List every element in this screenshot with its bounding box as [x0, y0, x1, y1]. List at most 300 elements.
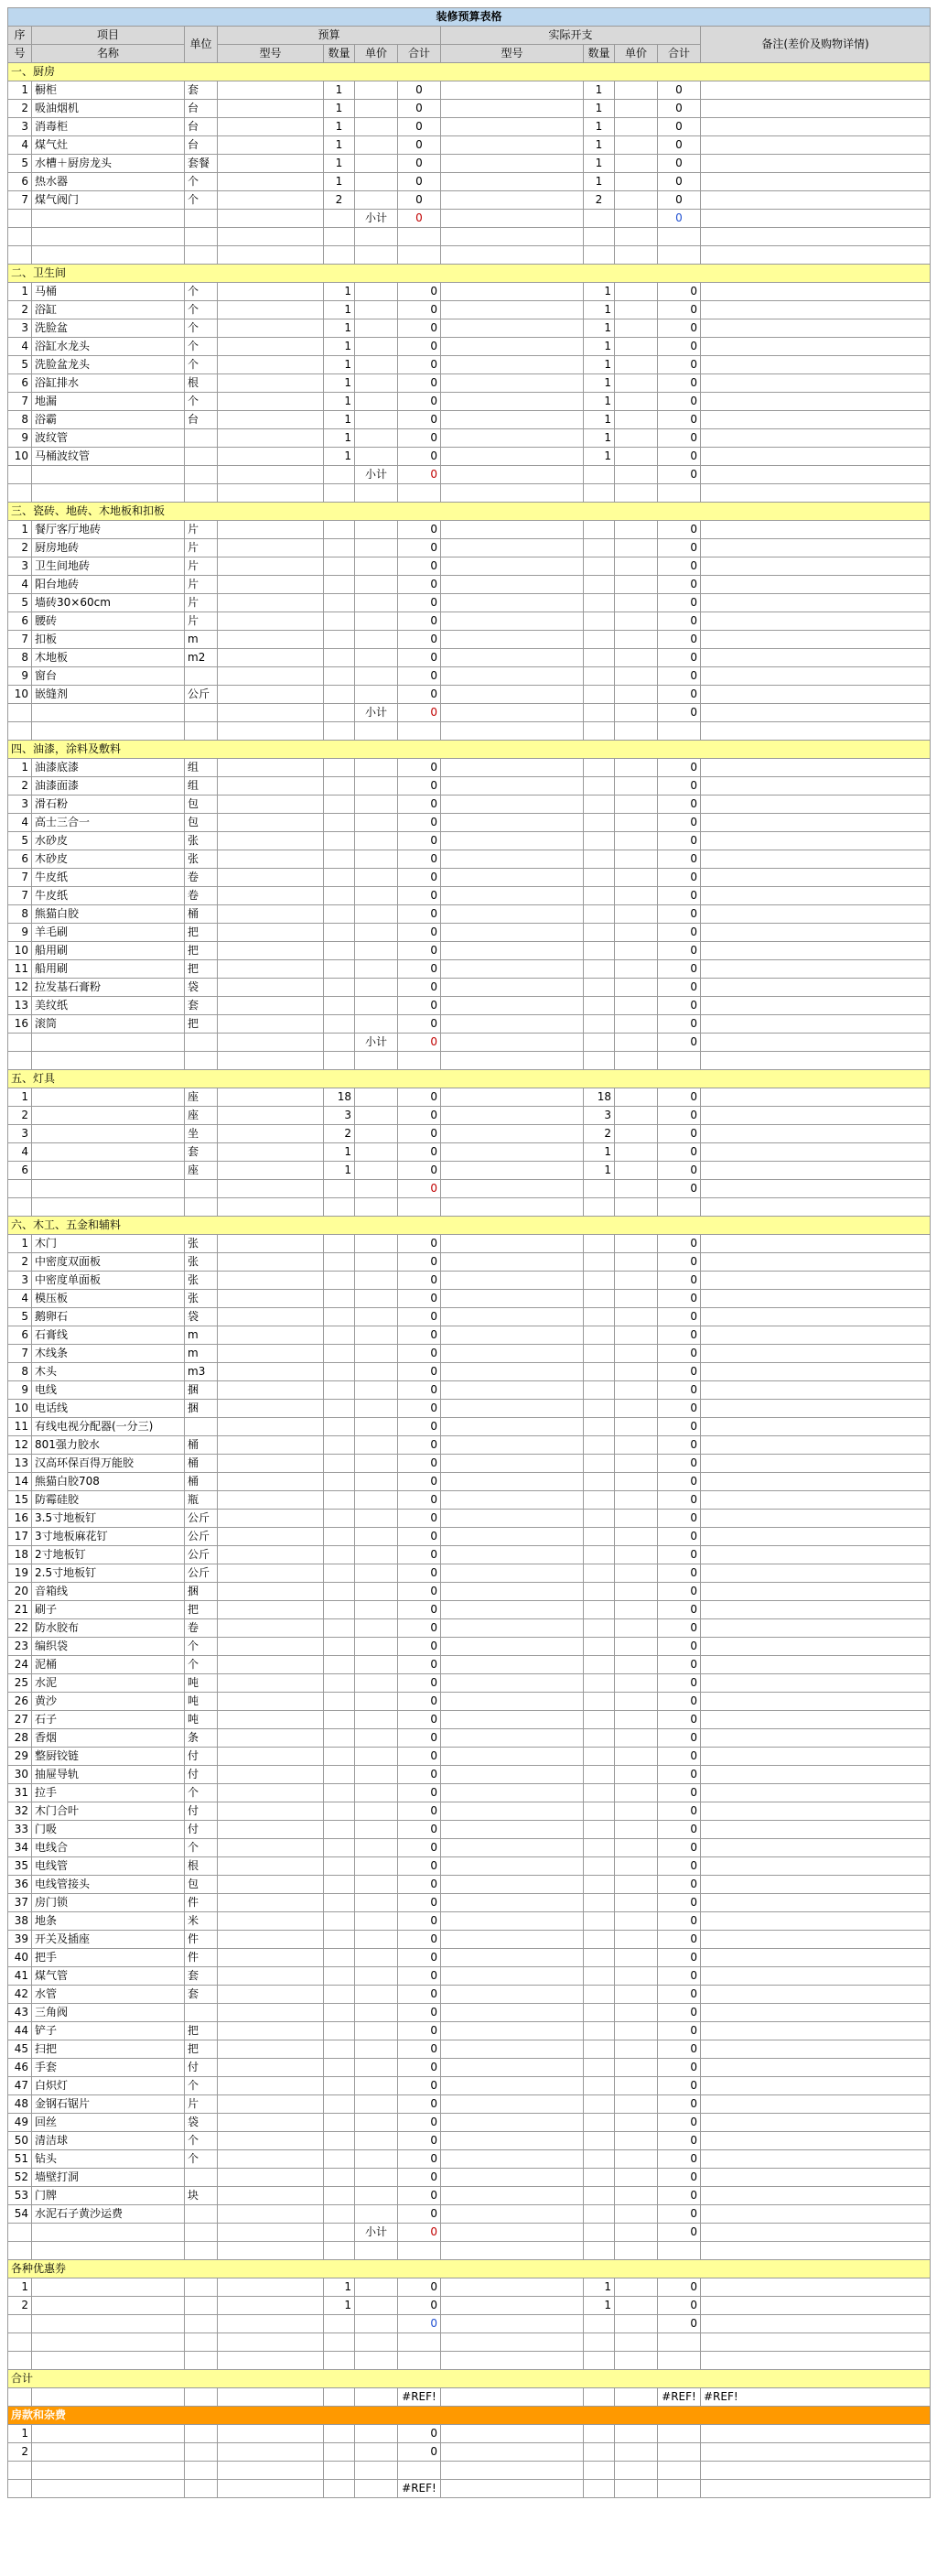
item-name[interactable]: 水管 [32, 1986, 185, 2004]
actual-model[interactable] [441, 2150, 584, 2169]
actual-model[interactable] [441, 777, 584, 796]
row-number[interactable]: 23 [8, 1638, 32, 1656]
note-cell[interactable] [701, 1546, 931, 1564]
actual-total[interactable]: 0 [658, 1674, 701, 1693]
empty-cell[interactable] [8, 2462, 32, 2480]
row-number[interactable]: 4 [8, 576, 32, 594]
item-unit[interactable]: 卷 [185, 1619, 218, 1638]
note-cell[interactable] [701, 1876, 931, 1894]
subtotal-label[interactable]: 小计 [355, 466, 398, 484]
section-title[interactable]: 六、木工、五金和辅料 [8, 1217, 324, 1235]
actual-price[interactable] [615, 1912, 658, 1931]
budget-price[interactable] [355, 338, 398, 356]
item-unit[interactable]: 包 [185, 1876, 218, 1894]
actual-qty[interactable]: 1 [584, 448, 615, 466]
item-name[interactable]: 电线管接头 [32, 1876, 185, 1894]
actual-model[interactable] [441, 1748, 584, 1766]
budget-price[interactable] [355, 1491, 398, 1510]
item-name[interactable]: 有线电视分配器(一分三) [32, 1418, 185, 1436]
budget-qty[interactable] [324, 1583, 355, 1601]
actual-price[interactable] [615, 374, 658, 393]
actual-qty[interactable] [584, 1802, 615, 1821]
budget-qty[interactable] [324, 1894, 355, 1912]
budget-model[interactable] [218, 850, 324, 869]
actual-total[interactable]: 0 [658, 283, 701, 301]
item-unit[interactable]: 张 [185, 1272, 218, 1290]
budget-price[interactable] [355, 1162, 398, 1180]
actual-qty[interactable] [584, 1674, 615, 1693]
item-unit[interactable]: 包 [185, 796, 218, 814]
budget-total[interactable]: 0 [398, 1802, 441, 1821]
budget-price[interactable] [355, 1546, 398, 1564]
budget-qty[interactable] [324, 1308, 355, 1326]
budget-qty[interactable] [324, 997, 355, 1015]
actual-total[interactable]: 0 [658, 1711, 701, 1729]
note-cell[interactable] [701, 411, 931, 429]
budget-total[interactable]: 0 [398, 2004, 441, 2022]
note-cell[interactable] [701, 1143, 931, 1162]
budget-price[interactable] [355, 374, 398, 393]
empty-cell[interactable] [324, 1052, 355, 1070]
row-number[interactable]: 9 [8, 429, 32, 448]
budget-qty[interactable] [324, 2040, 355, 2059]
section-title[interactable]: 五、灯具 [8, 1070, 324, 1088]
actual-qty[interactable] [584, 1473, 615, 1491]
actual-model[interactable] [441, 1693, 584, 1711]
actual-total[interactable]: 0 [658, 2205, 701, 2224]
actual-total[interactable]: 0 [658, 777, 701, 796]
actual-model[interactable] [441, 411, 584, 429]
budget-model[interactable] [218, 136, 324, 155]
budget-price[interactable] [355, 1656, 398, 1674]
budget-price[interactable] [355, 173, 398, 191]
empty-cell[interactable] [185, 2352, 218, 2370]
row-number[interactable]: 22 [8, 1619, 32, 1638]
budget-total[interactable]: 0 [398, 283, 441, 301]
empty-cell[interactable] [615, 484, 658, 503]
budget-qty[interactable] [324, 2077, 355, 2095]
note-cell[interactable] [701, 319, 931, 338]
budget-price[interactable] [355, 1125, 398, 1143]
actual-qty[interactable]: 1 [584, 338, 615, 356]
empty-cell[interactable] [658, 1052, 701, 1070]
budget-price[interactable] [355, 155, 398, 173]
actual-price[interactable] [615, 814, 658, 832]
actual-total[interactable]: 0 [658, 100, 701, 118]
item-name[interactable]: 浴缸水龙头 [32, 338, 185, 356]
budget-price[interactable] [355, 1510, 398, 1528]
empty-cell[interactable] [658, 2425, 701, 2443]
actual-price[interactable] [615, 411, 658, 429]
empty-cell[interactable] [658, 2443, 701, 2462]
item-unit[interactable] [185, 2004, 218, 2022]
item-name[interactable]: 墙砖30×60cm [32, 594, 185, 612]
budget-total[interactable]: 0 [398, 301, 441, 319]
actual-qty[interactable] [584, 1839, 615, 1857]
item-unit[interactable]: 个 [185, 319, 218, 338]
row-number[interactable]: 12 [8, 1436, 32, 1455]
actual-total[interactable]: 0 [658, 136, 701, 155]
budget-model[interactable] [218, 997, 324, 1015]
empty-cell[interactable] [185, 1052, 218, 1070]
actual-qty[interactable] [584, 1345, 615, 1363]
budget-total[interactable]: 0 [398, 832, 441, 850]
budget-price[interactable] [355, 2040, 398, 2059]
section-header-fill[interactable] [324, 63, 931, 81]
budget-price[interactable] [355, 997, 398, 1015]
budget-total[interactable]: 0 [398, 393, 441, 411]
section-header-fill[interactable] [324, 2260, 931, 2278]
actual-price[interactable] [615, 1638, 658, 1656]
item-unit[interactable]: 个 [185, 1784, 218, 1802]
section-title[interactable]: 二、卫生间 [8, 265, 324, 283]
row-number[interactable]: 8 [8, 411, 32, 429]
budget-model[interactable] [218, 1656, 324, 1674]
row-number[interactable]: 7 [8, 1345, 32, 1363]
note-cell[interactable] [701, 979, 931, 997]
item-name[interactable]: 洗脸盆 [32, 319, 185, 338]
actual-total[interactable]: 0 [658, 960, 701, 979]
empty-cell[interactable] [324, 2242, 355, 2260]
item-unit[interactable] [185, 1418, 218, 1436]
item-name[interactable]: 门牌 [32, 2187, 185, 2205]
budget-model[interactable] [218, 521, 324, 539]
empty-cell[interactable] [32, 2352, 185, 2370]
actual-price[interactable] [615, 1967, 658, 1986]
actual-total[interactable]: 0 [658, 1088, 701, 1107]
budget-model[interactable] [218, 1308, 324, 1326]
empty-cell[interactable] [218, 246, 324, 265]
budget-model[interactable] [218, 1510, 324, 1528]
empty-cell[interactable] [584, 466, 615, 484]
budget-price[interactable] [355, 924, 398, 942]
section-title[interactable]: 四、油漆，涂料及敷料 [8, 741, 324, 759]
empty-cell[interactable] [8, 2388, 32, 2407]
actual-total[interactable]: 0 [658, 576, 701, 594]
item-unit[interactable]: 块 [185, 2187, 218, 2205]
note-cell[interactable] [701, 1802, 931, 1821]
actual-total[interactable]: 0 [658, 1894, 701, 1912]
actual-total[interactable]: 0 [658, 1253, 701, 1272]
budget-model[interactable] [218, 1748, 324, 1766]
actual-total[interactable]: 0 [658, 796, 701, 814]
note-cell[interactable] [701, 887, 931, 905]
actual-total[interactable]: 0 [658, 1326, 701, 1345]
budget-price[interactable] [355, 136, 398, 155]
empty-cell[interactable] [8, 2352, 32, 2370]
item-name[interactable] [32, 2297, 185, 2315]
actual-model[interactable] [441, 1857, 584, 1876]
empty-cell[interactable] [355, 2443, 398, 2462]
actual-model[interactable] [441, 2205, 584, 2224]
item-unit[interactable]: 个 [185, 1656, 218, 1674]
actual-price[interactable] [615, 1143, 658, 1162]
actual-qty[interactable] [584, 924, 615, 942]
actual-total[interactable]: 0 [658, 2169, 701, 2187]
empty-cell[interactable] [355, 484, 398, 503]
empty-cell[interactable] [615, 722, 658, 741]
budget-price[interactable] [355, 356, 398, 374]
actual-price[interactable] [615, 2059, 658, 2077]
row-number[interactable]: 32 [8, 1802, 32, 1821]
budget-qty[interactable]: 1 [324, 393, 355, 411]
actual-total[interactable]: 0 [658, 1418, 701, 1436]
item-name[interactable]: 房门锁 [32, 1894, 185, 1912]
actual-price[interactable] [615, 1619, 658, 1638]
empty-cell[interactable] [584, 210, 615, 228]
actual-total[interactable]: 0 [658, 557, 701, 576]
actual-price[interactable] [615, 1455, 658, 1473]
row-number[interactable]: 6 [8, 374, 32, 393]
budget-qty[interactable] [324, 960, 355, 979]
actual-model[interactable] [441, 1162, 584, 1180]
item-name[interactable]: 阳台地砖 [32, 576, 185, 594]
actual-total[interactable]: 0 [658, 1400, 701, 1418]
empty-cell[interactable] [324, 2315, 355, 2333]
empty-cell[interactable] [218, 2480, 324, 2498]
budget-total[interactable]: 0 [398, 1949, 441, 1967]
budget-price[interactable] [355, 81, 398, 100]
actual-model[interactable] [441, 2114, 584, 2132]
actual-price[interactable] [615, 887, 658, 905]
budget-total[interactable]: 0 [398, 1418, 441, 1436]
item-unit[interactable]: 个 [185, 1839, 218, 1857]
row-number[interactable]: 2 [8, 301, 32, 319]
actual-price[interactable] [615, 1088, 658, 1107]
item-name[interactable]: 音箱线 [32, 1583, 185, 1601]
item-name[interactable]: 电线管 [32, 1857, 185, 1876]
budget-qty[interactable] [324, 521, 355, 539]
actual-qty[interactable] [584, 612, 615, 631]
actual-total[interactable]: 0 [658, 539, 701, 557]
budget-qty[interactable]: 1 [324, 301, 355, 319]
actual-model[interactable] [441, 448, 584, 466]
budget-price[interactable] [355, 557, 398, 576]
actual-total[interactable]: 0 [658, 1107, 701, 1125]
note-cell[interactable] [701, 1125, 931, 1143]
actual-model[interactable] [441, 1308, 584, 1326]
item-name[interactable]: 抽屉导轨 [32, 1766, 185, 1784]
row-number[interactable]: 3 [8, 796, 32, 814]
actual-qty[interactable] [584, 1638, 615, 1656]
actual-model[interactable] [441, 814, 584, 832]
note-cell[interactable] [701, 283, 931, 301]
section-title[interactable]: 三、瓷砖、地砖、木地板和扣板 [8, 503, 324, 521]
row-number[interactable]: 50 [8, 2132, 32, 2150]
empty-cell[interactable] [218, 2242, 324, 2260]
empty-cell[interactable] [355, 2462, 398, 2480]
actual-total[interactable]: 0 [658, 1821, 701, 1839]
actual-model[interactable] [441, 539, 584, 557]
actual-price[interactable] [615, 1400, 658, 1418]
empty-cell[interactable] [218, 210, 324, 228]
budget-qty[interactable] [324, 2205, 355, 2224]
item-name[interactable] [32, 2278, 185, 2297]
empty-cell[interactable] [701, 246, 931, 265]
note-cell[interactable] [701, 338, 931, 356]
row-number[interactable]: 42 [8, 1986, 32, 2004]
actual-qty[interactable] [584, 2040, 615, 2059]
item-unit[interactable]: 片 [185, 539, 218, 557]
actual-price[interactable] [615, 686, 658, 704]
empty-cell[interactable] [615, 210, 658, 228]
note-cell[interactable] [701, 1711, 931, 1729]
actual-price[interactable] [615, 631, 658, 649]
row-number[interactable]: 17 [8, 1528, 32, 1546]
empty-cell[interactable] [441, 2224, 584, 2242]
subtotal-budget-total[interactable]: 0 [398, 210, 441, 228]
actual-total[interactable]: 0 [658, 2077, 701, 2095]
actual-qty[interactable] [584, 1931, 615, 1949]
budget-price[interactable] [355, 905, 398, 924]
budget-qty[interactable] [324, 1564, 355, 1583]
empty-cell[interactable] [398, 2462, 441, 2480]
note-cell[interactable] [701, 1693, 931, 1711]
actual-qty[interactable] [584, 1821, 615, 1839]
item-unit[interactable]: 瓶 [185, 1491, 218, 1510]
actual-qty[interactable] [584, 1510, 615, 1528]
actual-price[interactable] [615, 1986, 658, 2004]
item-unit[interactable]: 公斤 [185, 1564, 218, 1583]
note-cell[interactable] [701, 1674, 931, 1693]
budget-qty[interactable] [324, 2169, 355, 2187]
item-name[interactable]: 消毒柜 [32, 118, 185, 136]
item-unit[interactable]: 座 [185, 1088, 218, 1107]
budget-price[interactable] [355, 2077, 398, 2095]
budget-total[interactable]: 0 [398, 905, 441, 924]
actual-qty[interactable] [584, 521, 615, 539]
actual-total[interactable]: 0 [658, 649, 701, 667]
actual-price[interactable] [615, 429, 658, 448]
actual-total[interactable]: 0 [658, 155, 701, 173]
budget-total[interactable]: 0 [398, 1235, 441, 1253]
subtotal-actual-total[interactable]: 0 [658, 2224, 701, 2242]
section-title[interactable]: 一、厨房 [8, 63, 324, 81]
budget-qty[interactable]: 1 [324, 81, 355, 100]
budget-model[interactable] [218, 1400, 324, 1418]
actual-model[interactable] [441, 1802, 584, 1821]
actual-total[interactable]: 0 [658, 1381, 701, 1400]
empty-cell[interactable] [701, 484, 931, 503]
item-name[interactable]: 木线条 [32, 1345, 185, 1363]
budget-price[interactable] [355, 2169, 398, 2187]
actual-model[interactable] [441, 2059, 584, 2077]
budget-total[interactable]: 0 [398, 796, 441, 814]
actual-model[interactable] [441, 136, 584, 155]
budget-qty[interactable]: 1 [324, 448, 355, 466]
item-unit[interactable]: 件 [185, 1931, 218, 1949]
item-unit[interactable]: 片 [185, 521, 218, 539]
empty-cell[interactable] [658, 2352, 701, 2370]
empty-cell[interactable] [441, 228, 584, 246]
item-name[interactable]: 厨房地砖 [32, 539, 185, 557]
item-name[interactable]: 防水胶布 [32, 1619, 185, 1638]
empty-cell[interactable] [701, 2242, 931, 2260]
note-cell[interactable] [701, 1436, 931, 1455]
budget-total[interactable]: 0 [398, 1711, 441, 1729]
budget-qty[interactable] [324, 887, 355, 905]
budget-total[interactable]: 0 [398, 191, 441, 210]
section-header-fill[interactable] [324, 1070, 931, 1088]
actual-qty[interactable] [584, 1986, 615, 2004]
budget-total[interactable]: 0 [398, 960, 441, 979]
actual-price[interactable] [615, 1436, 658, 1455]
actual-qty[interactable] [584, 1693, 615, 1711]
note-cell[interactable] [701, 2224, 931, 2242]
actual-model[interactable] [441, 1436, 584, 1455]
row-number[interactable]: 6 [8, 1326, 32, 1345]
empty-cell[interactable] [324, 2462, 355, 2480]
actual-total[interactable]: 0 [658, 1290, 701, 1308]
item-name[interactable]: 整厨铰链 [32, 1748, 185, 1766]
budget-price[interactable] [355, 283, 398, 301]
item-name[interactable]: 电话线 [32, 1400, 185, 1418]
empty-cell[interactable] [441, 704, 584, 722]
empty-cell[interactable] [355, 2480, 398, 2498]
note-cell[interactable] [701, 2297, 931, 2315]
note-cell[interactable] [701, 1528, 931, 1546]
budget-qty[interactable]: 3 [324, 1107, 355, 1125]
note-cell[interactable] [701, 2205, 931, 2224]
item-name[interactable]: 滚筒 [32, 1015, 185, 1034]
actual-price[interactable] [615, 1693, 658, 1711]
item-name[interactable]: 嵌缝剂 [32, 686, 185, 704]
actual-model[interactable] [441, 319, 584, 338]
budget-qty[interactable] [324, 1510, 355, 1528]
item-name[interactable]: 开关及插座 [32, 1931, 185, 1949]
budget-model[interactable] [218, 1015, 324, 1034]
note-cell[interactable] [701, 2315, 931, 2333]
item-unit[interactable]: 根 [185, 374, 218, 393]
empty-cell[interactable] [615, 2242, 658, 2260]
empty-cell[interactable] [658, 484, 701, 503]
note-cell[interactable] [701, 1363, 931, 1381]
item-name[interactable]: 水槽＋厨房龙头 [32, 155, 185, 173]
actual-total[interactable]: 0 [658, 393, 701, 411]
note-cell[interactable] [701, 81, 931, 100]
note-cell[interactable] [701, 997, 931, 1015]
budget-total[interactable]: 0 [398, 612, 441, 631]
actual-model[interactable] [441, 1418, 584, 1436]
note-cell[interactable] [701, 1656, 931, 1674]
empty-cell[interactable] [584, 484, 615, 503]
row-number[interactable]: 34 [8, 1839, 32, 1857]
item-unit[interactable]: 件 [185, 1949, 218, 1967]
empty-cell[interactable] [324, 2443, 355, 2462]
empty-cell[interactable] [441, 722, 584, 741]
empty-cell[interactable] [324, 246, 355, 265]
empty-cell[interactable] [398, 2352, 441, 2370]
item-name[interactable]: 高士三合一 [32, 814, 185, 832]
empty-cell[interactable] [658, 2333, 701, 2352]
actual-model[interactable] [441, 1711, 584, 1729]
item-name[interactable]: 白炽灯 [32, 2077, 185, 2095]
budget-qty[interactable] [324, 1253, 355, 1272]
actual-price[interactable] [615, 960, 658, 979]
budget-model[interactable] [218, 1381, 324, 1400]
empty-cell[interactable] [658, 722, 701, 741]
item-unit[interactable]: 个 [185, 393, 218, 411]
budget-model[interactable] [218, 301, 324, 319]
budget-total[interactable]: 0 [398, 1107, 441, 1125]
row-number[interactable]: 20 [8, 1583, 32, 1601]
note-cell[interactable] [701, 1766, 931, 1784]
actual-qty[interactable] [584, 1528, 615, 1546]
budget-total[interactable]: 0 [398, 1583, 441, 1601]
actual-price[interactable] [615, 2150, 658, 2169]
actual-price[interactable] [615, 338, 658, 356]
row-number[interactable]: 49 [8, 2114, 32, 2132]
